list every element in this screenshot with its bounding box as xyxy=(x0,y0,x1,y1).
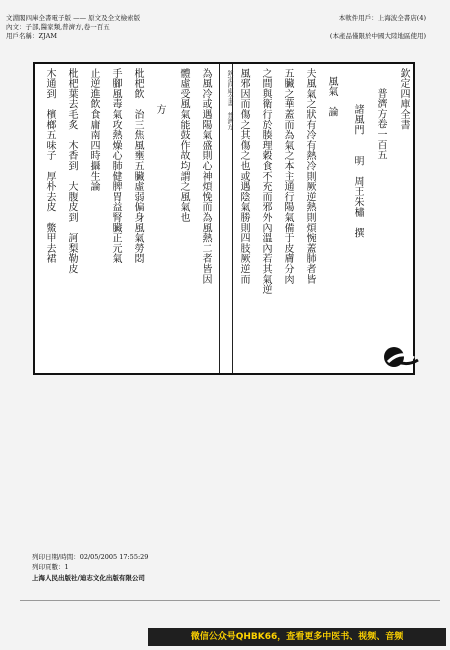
header-region-note: (本產品僅限於中國大陸地區使用) xyxy=(329,32,426,40)
header-licensee: 本軟件用戶：上海波全書店(4) xyxy=(338,14,426,22)
header-right xyxy=(330,14,426,41)
header-username: 用戶名稱：ZJAM xyxy=(6,32,57,40)
text-column: 諸風門 明 周王朱橚 撰 xyxy=(352,104,363,238)
text-column: 枇杷飲 治三焦風壅五臟虛弱偏身風氣勞悶 xyxy=(132,68,143,264)
text-column: 風邪因而傷之其傷之也或遇陰氣勝則四肢厥逆而 xyxy=(238,68,249,285)
header-left xyxy=(6,14,140,41)
header-content-path: 內文：子部,醫家類,普濟方,卷一百五 xyxy=(6,23,110,31)
text-column: 為風冷或遇陽氣盛則心神煩悗而為風熱二者皆因 xyxy=(200,68,211,285)
document-page-frame xyxy=(33,62,415,375)
publisher-logo-icon xyxy=(380,340,420,370)
text-column: 五臟之華蓋而為氣之本主通行陽氣備于皮膚分肉 xyxy=(282,68,293,285)
header-title: 文淵閣四庫全書電子版 —— 原文及全文檢索版 xyxy=(6,14,141,22)
page-gutter: 欽定四庫全書 普濟方 xyxy=(226,70,233,130)
text-column: 夫風氣之狀有冷有熱冷則厥逆熱則煩惋蓋肺者皆 xyxy=(304,68,315,285)
wechat-banner: 微信公众号QHBK66，查看更多中医书、视频、音频 xyxy=(148,628,446,646)
page-edge xyxy=(20,600,440,601)
text-column: 手腳風毒氣攻熱燥心肺健脾胃益腎臟正元氣 xyxy=(110,68,121,264)
print-date: 列印日期/時間：02/05/2005 17:55:29 xyxy=(32,553,149,561)
text-column: 之間與衛行於腠理穀食不充而邪外內溫內若其氣逆 xyxy=(260,68,271,295)
text-column: 方 xyxy=(154,104,165,115)
text-column: 欽定四庫全書 xyxy=(398,68,409,130)
text-column: 枇杷葉去毛炙 木香到 大腹皮到 訶梨勒皮 xyxy=(66,68,77,274)
publisher-name: 上海人民出版社/迪志文化出版有限公司 xyxy=(32,574,145,582)
print-pages: 列印頁數：1 xyxy=(32,563,69,571)
text-column: 體虛受風氣能鼓作故均謂之風氣也 xyxy=(178,68,189,223)
print-footer xyxy=(32,552,148,583)
text-column: 止逆進飲食庸南四時攝生論 xyxy=(88,68,99,192)
text-column: 木通到 檳榔五味子 厚朴去皮 鱉甲去裙 xyxy=(44,68,55,264)
text-column: 普濟方卷一百五 xyxy=(375,88,386,161)
text-column: 風氣 論 xyxy=(326,76,337,118)
